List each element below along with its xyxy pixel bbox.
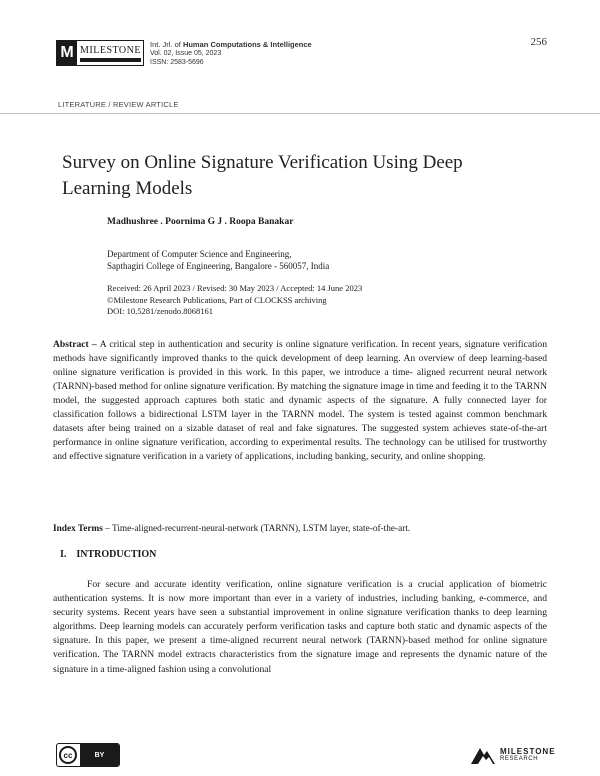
milestone-mountain-icon bbox=[470, 742, 496, 766]
index-terms bbox=[53, 523, 547, 535]
section-heading: I. INTRODUCTION bbox=[60, 549, 157, 560]
header-divider bbox=[0, 113, 600, 114]
index-terms-text: – Time-aligned-recurrent-neural-network (TARNN), LSTM layer, state-of-the-art. bbox=[102, 524, 411, 534]
received-dates: Received: 26 April 2023 / Revised: 30 May 2023 / Accepted: 14 June 2023 bbox=[107, 283, 363, 293]
publisher-subname: RESEARCH bbox=[500, 755, 539, 762]
journal-title: Int. Jrl. of Human Computations & Intelligence bbox=[150, 40, 312, 49]
introduction-text: For secure and accurate identity verification, online signature verification is a crucial application of biometric authentication systems. It is now more important than ever in a variety of industries, including banking, e-commerce, and security systems. Recent years have seen a substantial improvement in online signature verification thanks to deep learning algorithms. Deep learning models can accurately perform verification tasks and capture both static and dynamic aspects of the signature. In this paper, we present a time-aligned recurrent neural network (TARNN)-based method for online signature verification. The TARNN model extracts characteristics from the signature image and represents the dynamic nature of the signature in a time-aligned fashion using a convolutional bbox=[53, 579, 547, 675]
logo-word: MILESTONE bbox=[80, 44, 141, 56]
cc-by-label: BY bbox=[80, 744, 119, 766]
publisher-name: MILESTONE bbox=[500, 746, 556, 756]
cc-license-badge[interactable] bbox=[56, 743, 120, 767]
affiliation-line-1: Department of Computer Science and Engineering, bbox=[107, 249, 292, 259]
publisher-logo bbox=[56, 40, 144, 66]
logo-bar bbox=[80, 58, 141, 62]
section-label: LITERATURE / REVIEW ARTICLE bbox=[58, 100, 179, 109]
paper-title: Survey on Online Signature Verification Using Deep Learning Models bbox=[62, 152, 463, 199]
index-terms-label: Index Terms bbox=[53, 524, 103, 534]
affiliation-line-2: Sapthagiri College of Engineering, Bangalore - 560057, India bbox=[107, 261, 330, 271]
publication-dates bbox=[107, 283, 362, 318]
publisher-footer-logo bbox=[470, 742, 556, 766]
copyright-line: ©Milestone Research Publications, Part of CLOCKSS archiving bbox=[107, 294, 327, 305]
abstract-label: Abstract – bbox=[53, 339, 100, 350]
journal-issn: ISSN: 2583-5696 bbox=[150, 59, 204, 66]
authors: Madhushree . Poornima G J . Roopa Banakar bbox=[107, 217, 294, 227]
abstract-text: A critical step in authentication and security is online signature verification. In recent years, signature verification methods have significantly improved thanks to the quick development of deep learning. An overview of deep learning-based online signature verification is provided in this work. In this paper, we introduce a time- aligned recurrent neural network (TARNN)-based method for online signature verification. By matching the signature image in time and feeding it to the TARNN model, the suggested approach captures both static and dynamic aspects of the signature. A fully connected layer for classification follows a bidirectional LSTM layer in the TARNN model. The system is tested against common benchmark datasets after being trained on a sizable dataset of real and fake signatures. The suggested system achieves state-of-the-art performance in online signature verification, according to experimental results. The technology can be utilised for trustworthy and effective signature verification in a variety of applications, including banking, security, and online shopping. bbox=[53, 339, 548, 462]
logo-letter: M bbox=[57, 41, 77, 65]
page-number: 256 bbox=[530, 36, 547, 48]
creative-commons-icon: cc bbox=[59, 746, 77, 764]
journal-volume: Vol. 02, Issue 05, 2023 bbox=[150, 50, 222, 57]
journal-info bbox=[150, 40, 312, 67]
affiliation bbox=[107, 248, 329, 272]
doi[interactable]: DOI: 10.5281/zenodo.8068161 bbox=[107, 306, 214, 316]
abstract bbox=[53, 338, 547, 464]
